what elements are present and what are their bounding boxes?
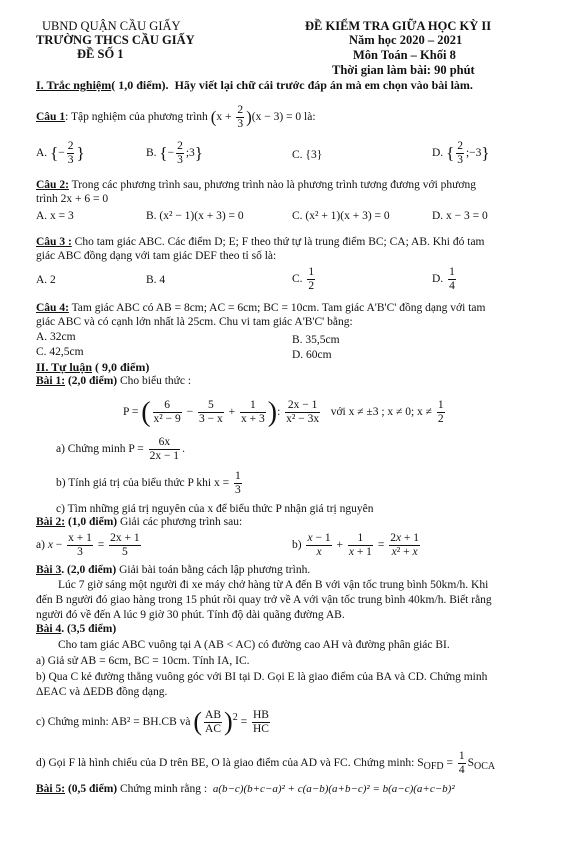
q1-text: : Tập nghiệm của phương trình [65,110,208,123]
part1-heading [36,78,473,93]
bai4-part-a: a) Giả sử AB = 6cm, BC = 10cm. Tính IA, IC. [36,655,250,667]
bai4-part-b: b) Qua C kẻ đường thẳng vuông góc với BI tại D. Gọi E là giao điểm của BA và CD. Chứng minh [36,671,488,683]
bai1-part-b: b) Tính giá trị của biểu thức P khi x = $\frac{1}{3}$ [56,470,241,496]
q2-option-d: D. x − 3 = 0 [432,210,488,222]
part2-title: II. Tự luận [36,360,93,374]
bai3-stem: Bài 3. (2,0 điểm) Giải bài toán bằng cách lập phương trình. [36,564,311,576]
bai4-stem: Bài 4. (3,5 điểm) [36,623,117,635]
q1-equation: (x + $\frac{2}{3}$ )(x − 3) = 0 là: [210,104,316,130]
q4-option-a: A. 32cm [36,331,76,343]
bai1-part-c: c) Tìm những giá trị nguyên của x để biểu thức P nhận giá trị nguyên [56,503,374,515]
bai4-part-b-line2: ΔEAC và ΔEDB đồng dạng. [36,686,168,698]
header-exam-code: ĐỀ SỐ 1 [77,47,124,61]
header-school: TRƯỜNG THCS CẦU GIẤY [36,33,195,47]
q3-option-d: D. $\frac{1}{4}$ [432,266,455,292]
header-subject: Môn Toán – Khối 8 [353,48,456,62]
bai4-part-d: d) Gọi F là hình chiếu của D trên BE, O là giao điểm của AD và FC. Chứng minh: $S_{OFD}$ = $\frac{1}{4}$ $S_{OCA}$ [36,750,496,776]
q1-option-c: C. {3} [292,149,323,161]
q1-option-d: D. { $\frac{2}{3}$ ;−3} [432,140,490,166]
bai3-label: Bài 3 [36,564,62,576]
q4-stem: Câu 4: Tam giác ABC có AB = 8cm; AC = 6cm; BC = 10cm. Tam giác A'B'C' đồng dạng với tam [36,302,486,314]
bai4-intro: Cho tam giác ABC vuông tại A (AB < AC) có đường cao AH và đường phân giác BI. [58,639,450,651]
bai3-paragraph-1: Lúc 7 giờ sáng một người đi xe máy chở hàng từ A đến B với vận tốc trung bình 50km/h. Khi [58,579,489,591]
q2-stem: Câu 2: Trong các phương trình sau, phương trình nào là phương trình tương đương với phương [36,179,476,191]
header-exam-title: ĐỀ KIỂM TRA GIỮA HỌC KỲ II [305,19,492,33]
bai2-part-b: b) $\frac{x - 1}{x}$ + $\frac{1}{x + 1}$ = $\frac{2x + 1}{\text{x² + x}}$ [292,532,420,558]
bai5-stem: Bài 5: (0,5 điểm) Chứng minh rằng : a(b−c)(b+c−a)² + c(a−b)(a+b−c)² = b(a−c)(a+c−b)² [36,783,455,795]
q4-option-c: C. 42,5cm [36,346,84,358]
bai2-part-a: a) x − $\frac{x + 1}{3}$ = $\frac{2x + 1}{5}$ [36,532,140,558]
q3-label: Câu 3 : [36,236,72,248]
q1-label: Câu 1 [36,110,66,123]
header-school-year: Năm học 2020 – 2021 [349,33,463,47]
q2-option-c: C. (x² + 1)(x + 3) = 0 [292,210,390,222]
q2-option-a: A. x = 3 [36,210,74,222]
bai4-part-c: c) Chứng minh: AB² = BH.CB và ( $\frac{AB}{AC}$ )$^2$ = $\frac{HB}{HC}$ [36,707,269,736]
q3-option-a: A. 2 [36,274,56,286]
q4-option-b: B. 35,5cm [292,334,340,346]
part1-title: I. Trắc nghiệm [36,78,112,92]
bai2-stem: Bài 2: (1,0 điểm) Giải các phương trình sau: [36,516,243,528]
bai1-expression: P = ( $\frac{6}{\text{x² − 9}}$ − $\frac{5}{3 - x}$ + $\frac{1}{x + 3}$ ): $\frac{2x - 1}{\text{x² − 3x}}$ với x ≠ ±3 ; x ≠ 0; x ≠ $\frac{1}{2}$ [123,397,444,428]
q3-stem: Câu 3 : Cho tam giác ABC. Các điểm D; E; F theo thứ tự là trung điểm BC; CA; AB. Khi đó tam [36,236,485,248]
q4-label: Câu 4: [36,302,69,314]
q2-stem-line2: trình 2x + 6 = 0 [36,193,109,205]
header-duration: Thời gian làm bài: 90 phút [332,63,475,77]
bai4-label: Bài 4 [36,623,62,635]
bai5-identity: a(b−c)(b+c−a)² + c(a−b)(a+b−c)² = b(a−c)(a+c−b)² [212,783,455,795]
q1-stem [36,104,316,130]
bai5-label: Bài 5: [36,783,66,795]
part1-points: ( 1,0 điểm). [111,78,169,92]
q1-option-b: B. {− $\frac{2}{3}$ ;3} [146,140,203,166]
bai3-paragraph-3: người đó về đến A lúc 9 giờ 30 phút. Tính độ dài quãng đường AB. [36,609,345,621]
bai1-label: Bài 1: [36,375,66,387]
q3-option-c: C. $\frac{1}{2}$ [292,266,315,292]
bai1-part-a: a) Chứng minh P = $\frac{6x}{2x - 1}$ . [56,436,185,462]
bai1-stem: Bài 1: (2,0 điểm) Cho biểu thức : [36,375,192,387]
q4-option-d: D. 60cm [292,349,332,361]
q2-option-b: B. (x² − 1)(x + 3) = 0 [146,210,244,222]
q1-option-a: A. {− $\frac{2}{3}$ } [36,140,85,166]
header-dept: UBND QUẬN CẦU GIẤY [42,19,181,33]
part1-instruction: Hãy viết lại chữ cái trước đáp án mà em chọn vào bài làm. [174,78,473,92]
q4-stem-line2: giác ABC và có cạnh lớn nhất là 25cm. Chu vi tam giác A'B'C' bằng: [36,316,353,328]
q2-label: Câu 2: [36,179,69,191]
q3-option-b: B. 4 [146,274,166,286]
bai2-label: Bài 2: [36,516,66,528]
q3-stem-line2: giác ABC đồng dạng với tam giác DEF theo tỉ số là: [36,250,277,262]
part2-heading: II. Tự luận ( 9,0 điểm) [36,360,150,374]
bai3-paragraph-2: đến B người đó giao hàng trong 15 phút rồi quay trở về A với vận tốc trung bình 40km/h. Biết rằng [36,594,492,606]
